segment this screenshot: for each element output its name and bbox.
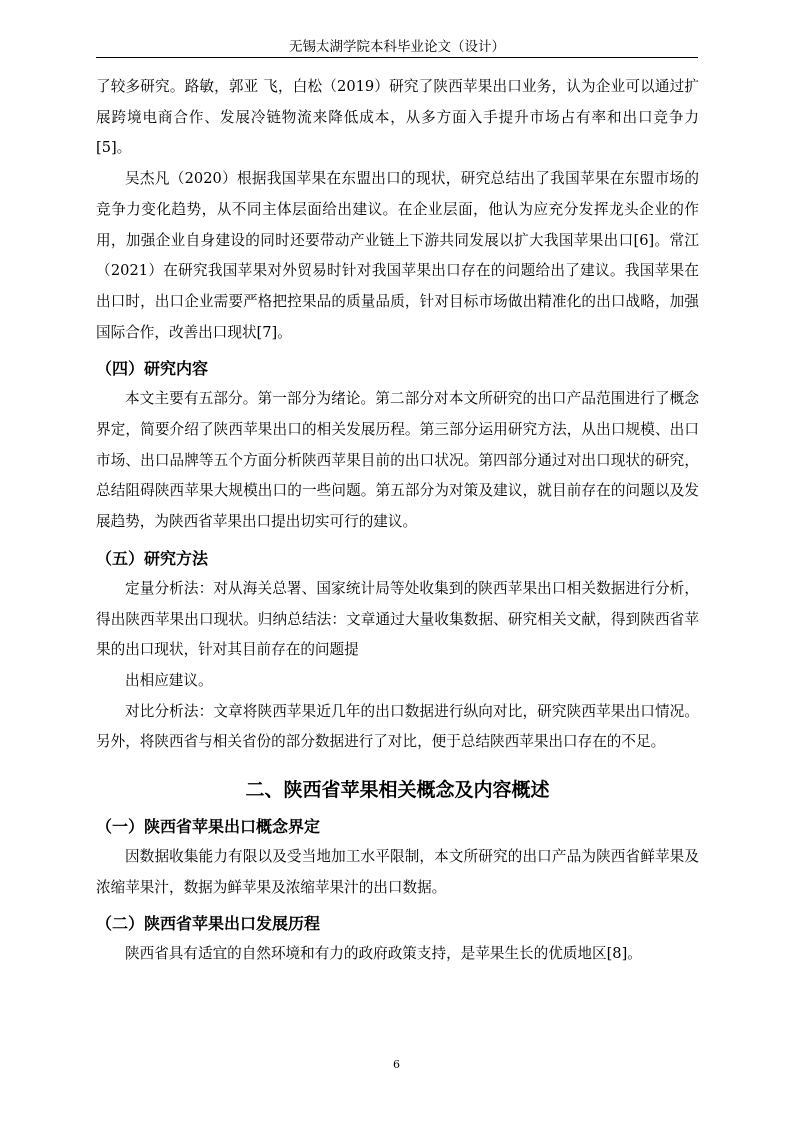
page-number: 6 (393, 1058, 400, 1071)
paragraph-literature-1: 了较多研究。路敏，郭亚 飞，白松（2019）研究了陕西苹果出口业务，认为企业可以通过扩展跨境电商合作、发展冷链物流来降低成本，从多方面入手提升市场占有率和出口竞争力[5]。 (96, 78, 699, 157)
chapter-heading-2: 二、陕西省苹果相关概念及内容概述 (245, 779, 550, 802)
document-body (96, 72, 699, 970)
paragraph-concept-definition: 因数据收集能力有限以及受当地加工水平限制，本文所研究的出口产品为陕西省鲜苹果及浓缩苹果汁，数据为鲜苹果及浓缩苹果汁的出口数据。 (96, 848, 699, 896)
section-heading-research-methods: （五）研究方法 (96, 548, 209, 568)
paragraph-comparative-method: 对比分析法：文章将陕西苹果近几年的出口数据进行纵向对比，研究陕西苹果出口情况。另外，将陕西省与相关省份的部分数据进行了对比，便于总结陕西苹果出口存在的不足。 (96, 702, 699, 751)
paragraph-development-history: 陕西省具有适宜的自然环境和有力的政府政策支持，是苹果生长的优质地区[8]。 (125, 945, 642, 963)
section-heading-development-history: （二）陕西省苹果出口发展历程 (96, 914, 321, 934)
paragraph-quantitative-method: 定量分析法：对从海关总署、国家统计局等处收集到的陕西苹果出口相关数据进行分析，得出陕西苹果出口现状。归纳总结法：文章通过大量收集数据、研究相关文献，得到陕西省苹果的出口现状，针对其目前存在的问题提 (96, 579, 699, 659)
section-heading-research-content: （四）研究内容 (96, 359, 209, 379)
section-heading-concept-definition: （一）陕西省苹果出口概念界定 (96, 817, 321, 837)
paragraph-method-continuation: 出相应建议。 (125, 671, 213, 689)
paragraph-research-content: 本文主要有五部分。第一部分为绪论。第二部分对本文所研究的出口产品范围进行了概念界定，简要介绍了陕西苹果出口的相关发展历程。第三部分运用研究方法，从出口规模、出口市场、出口品牌等五个方面分析陕西苹果目前的出口状况。第四部分通过对出口现状的研究，总结阻碍陕西苹果大规模出口的一些问题。第五部分为对策及建议，就目前存在的问题以及发展趋势，为陕西省苹果出口提出切实可行的建议。 (96, 390, 699, 531)
paragraph-literature-2: 吴杰凡（2020）根据我国苹果在东盟出口的现状，研究总结出了我国苹果在东盟市场的竞争力变化趋势，从不同主体层面给出建议。在企业层面，他认为应充分发挥龙头企业的作用，加强企业自身建设的同时还要带动产业链上下游共同发展以扩大我国苹果出口[6]。常江（2021）在研究我国苹果对外贸易时针对我国苹果出口存在的问题给出了建议。我国苹果在出口时，出口企业需要严格把控果品的质量品质，针对目标市场做出精准化的出口战略，加强国际合作，改善出口现状[7]。 (96, 170, 699, 341)
page-header: 无锡太湖学院本科毕业论文（设计） (96, 38, 698, 58)
